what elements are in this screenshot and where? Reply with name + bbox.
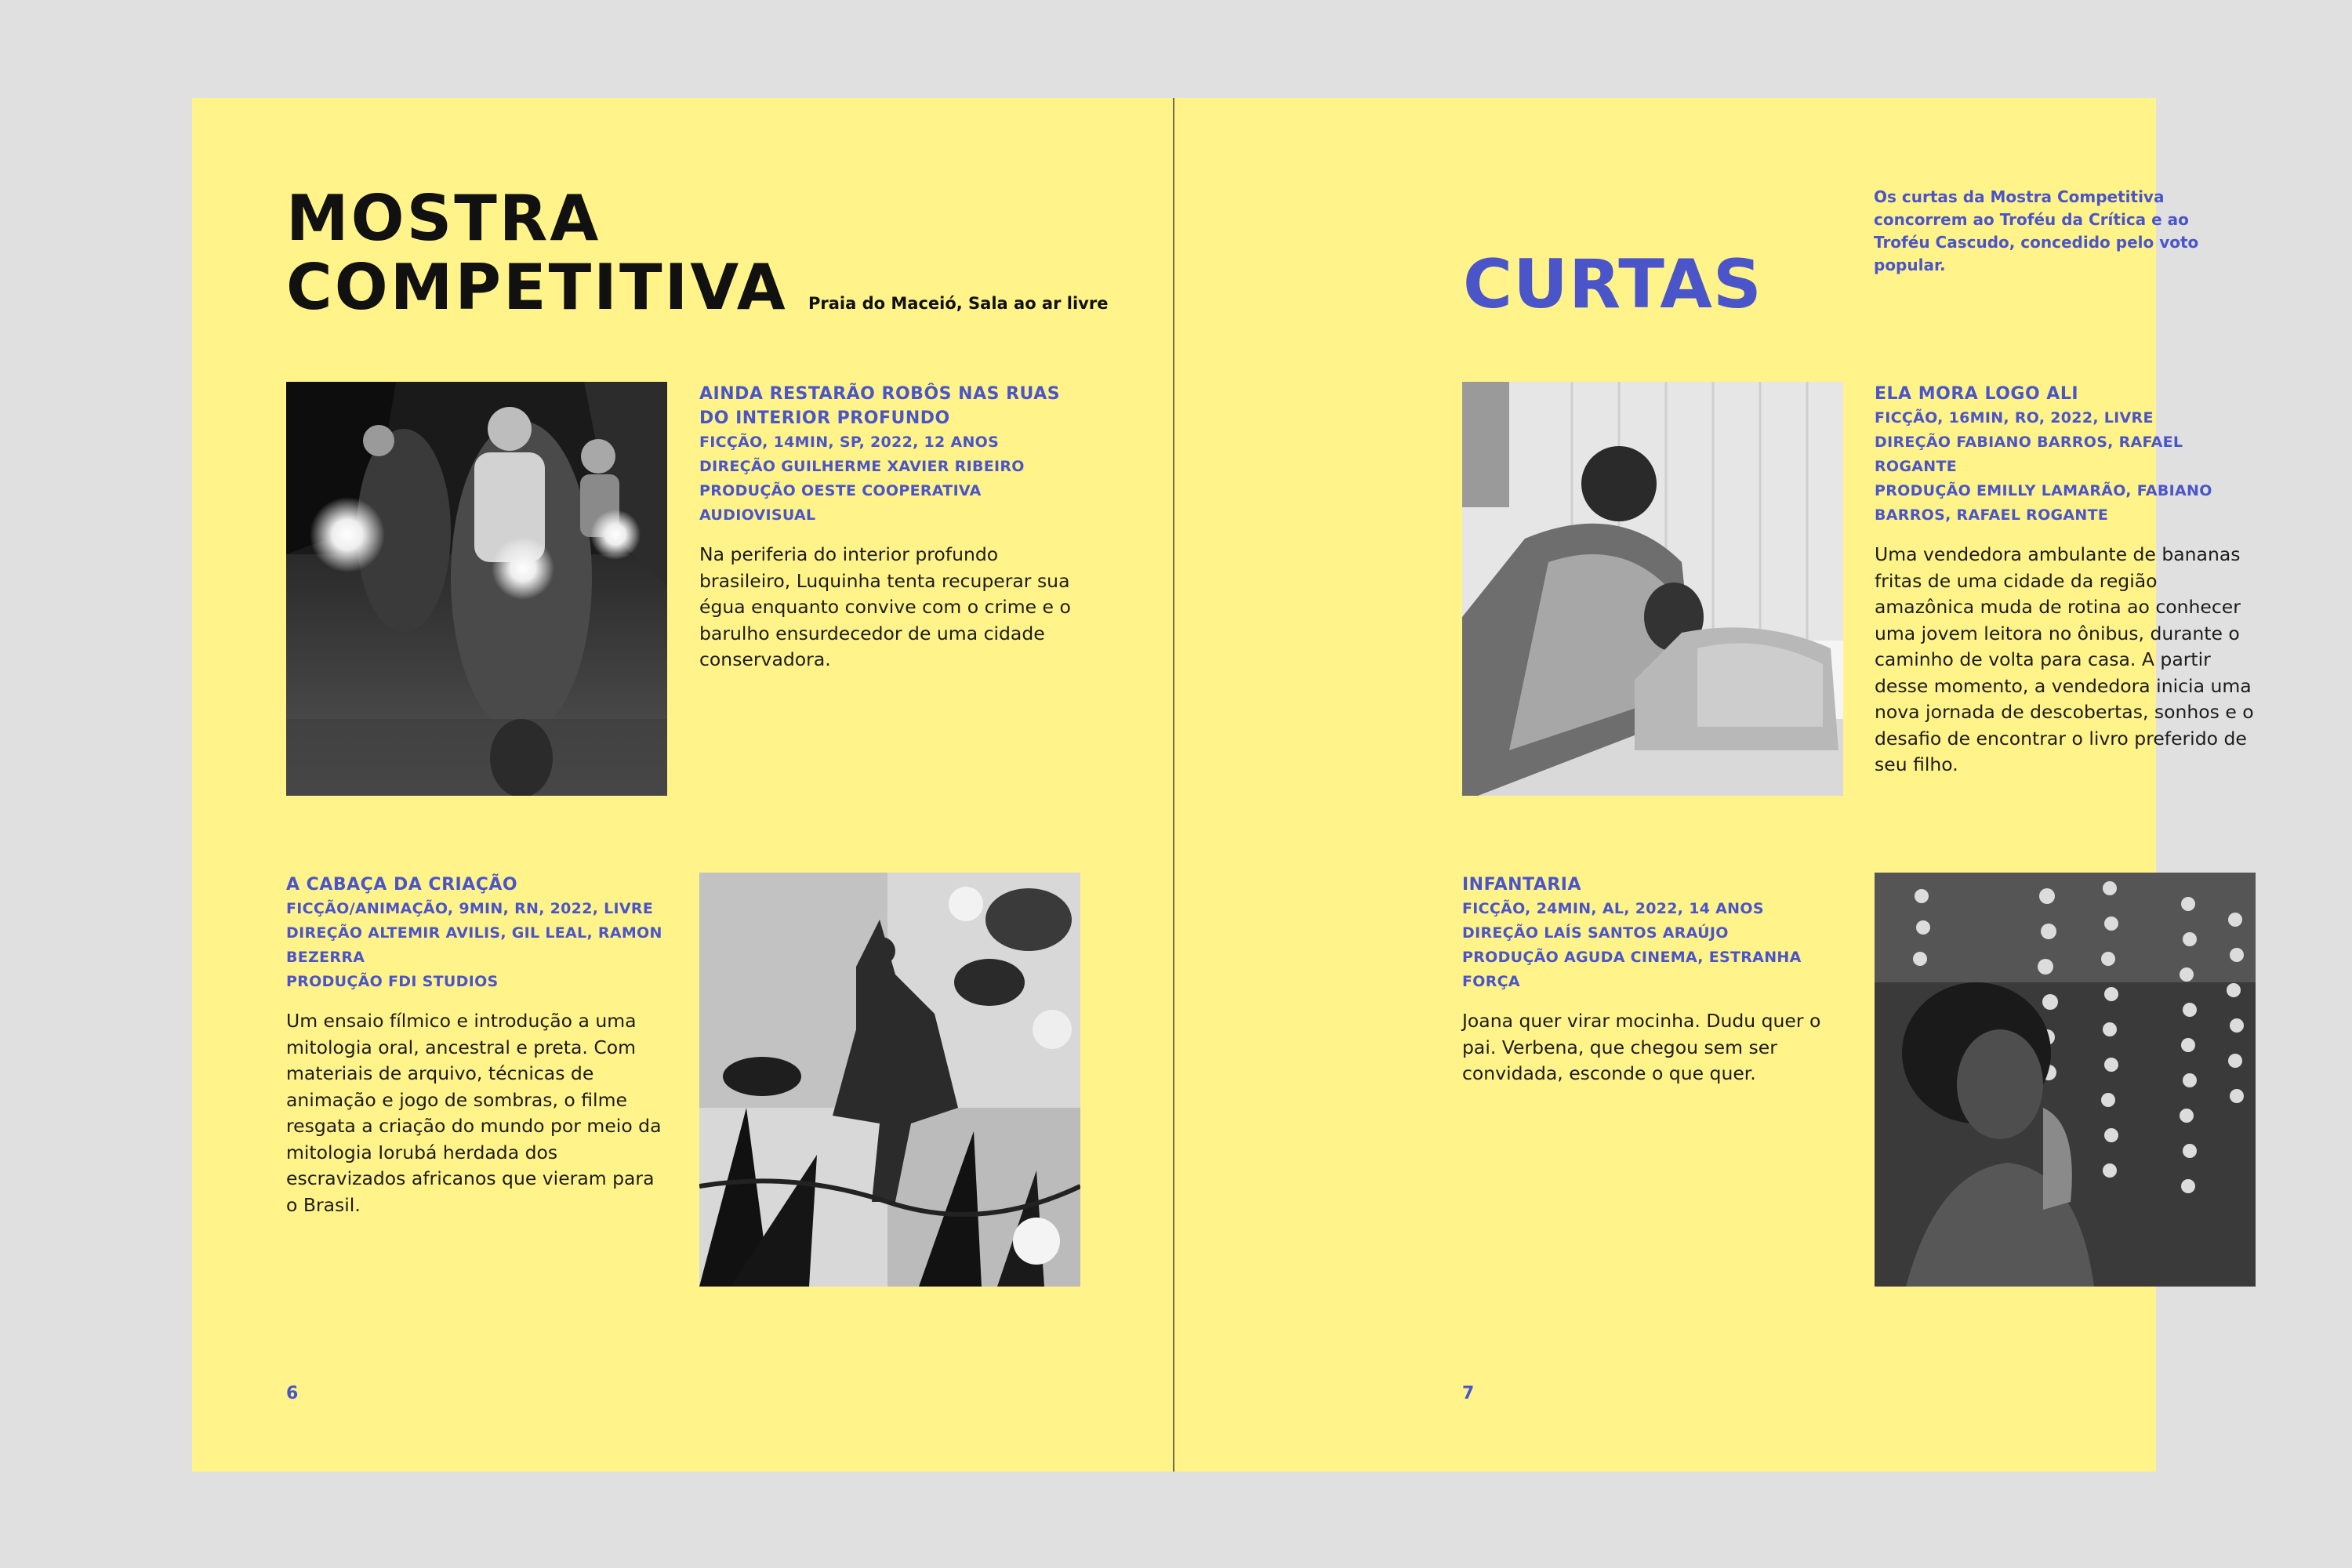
venue-label: Praia do Maceió, Sala ao ar livre — [808, 294, 1109, 313]
section-title — [286, 184, 788, 322]
title-line-2: COMPETITIVA — [286, 251, 788, 324]
film-meta-director: DIREÇÃO GUILHERME XAVIER RIBEIRO — [699, 458, 1025, 475]
film-meta-genre: FICÇÃO, 24MIN, AL, 2022, 14 ANOS — [1462, 900, 1764, 917]
film-meta-production: PRODUÇÃO FDI STUDIOS — [286, 973, 499, 990]
film-meta-director: DIREÇÃO FABIANO BARROS, RAFAEL ROGANTE — [1875, 434, 2183, 475]
film-description: Um ensaio fílmico e introdução a uma mitologia oral, ancestral e preta. Com materiais de arquivo, técnicas de animação e jogo de sombras, o filme resgata a criação do mundo por meio da mitologia Iorubá herdada dos escravizados africanos que vieram para o Brasil. — [286, 1010, 662, 1216]
film-meta-genre: FICÇÃO/ANIMAÇÃO, 9MIN, RN, 2022, LIVRE — [286, 900, 654, 917]
film-title: ELA MORA LOGO ALI — [1875, 384, 2079, 404]
film-title: A CABAÇA DA CRIAÇÃO — [286, 875, 518, 895]
magazine-spread — [192, 98, 2254, 1472]
left-page — [192, 98, 1174, 1472]
film-entry-2 — [286, 873, 662, 1218]
title-line-1: MOSTRA — [286, 182, 601, 255]
intro-text: Os curtas da Mostra Competitiva concorrem ao Troféu da Crítica e ao Troféu Cascudo, concedido pelo voto popular. — [1874, 187, 2199, 274]
film-title: INFANTARIA — [1462, 875, 1582, 895]
page-number: 7 — [1462, 1384, 1475, 1403]
film-entry-3 — [1875, 382, 2257, 779]
film-entry-1 — [699, 382, 1082, 673]
film-photo-motorcycles — [286, 382, 667, 796]
film-title: AINDA RESTARÃO ROBÔS NAS RUAS DO INTERIOR PROFUNDO — [699, 384, 1061, 428]
film-photo-mother-son — [1462, 382, 1843, 796]
film-photo-girl-beads — [1875, 873, 2256, 1287]
film-description: Na periferia do interior profundo brasileiro, Luquinha tenta recuperar sua égua enquanto convive com o crime e o barulho ensurdecedor de uma cidade conservadora. — [699, 543, 1071, 670]
film-entry-4 — [1462, 873, 1838, 1087]
section-title-curtas: CURTAS — [1463, 245, 1762, 324]
film-meta-director: DIREÇÃO ALTEMIR AVILIS, GIL LEAL, RAMON BEZERRA — [286, 924, 662, 966]
film-meta-genre: FICÇÃO, 16MIN, RO, 2022, LIVRE — [1875, 409, 2154, 426]
right-page — [1174, 98, 2254, 1472]
film-meta-production: PRODUÇÃO EMILLY LAMARÃO, FABIANO BARROS, RAFAEL ROGANTE — [1875, 482, 2212, 524]
film-description: Uma vendedora ambulante de bananas fritas de uma cidade da região amazônica muda de rotina ao conhecer uma jovem leitora no ônibus, durante o caminho de volta para casa. A partir desse momento, a vendedora inicia uma nova jornada de descobertas, sonhos e o desafio de encontrar o livro preferido de seu filho. — [1875, 543, 2254, 775]
film-meta-genre: FICÇÃO, 14MIN, SP, 2022, 12 ANOS — [699, 434, 1000, 451]
film-meta-director: DIREÇÃO LAÍS SANTOS ARAÚJO — [1462, 924, 1729, 942]
film-description: Joana quer virar mocinha. Dudu quer o pai. Verbena, que chegou sem ser convidada, esconde o que quer. — [1462, 1010, 1821, 1084]
film-meta-production: PRODUÇÃO OESTE COOPERATIVA AUDIOVISUAL — [699, 482, 982, 524]
film-meta-production: PRODUÇÃO AGUDA CINEMA, ESTRANHA FORÇA — [1462, 949, 1802, 990]
film-photo-shadow-puppet — [699, 873, 1080, 1287]
page-number: 6 — [286, 1384, 299, 1403]
